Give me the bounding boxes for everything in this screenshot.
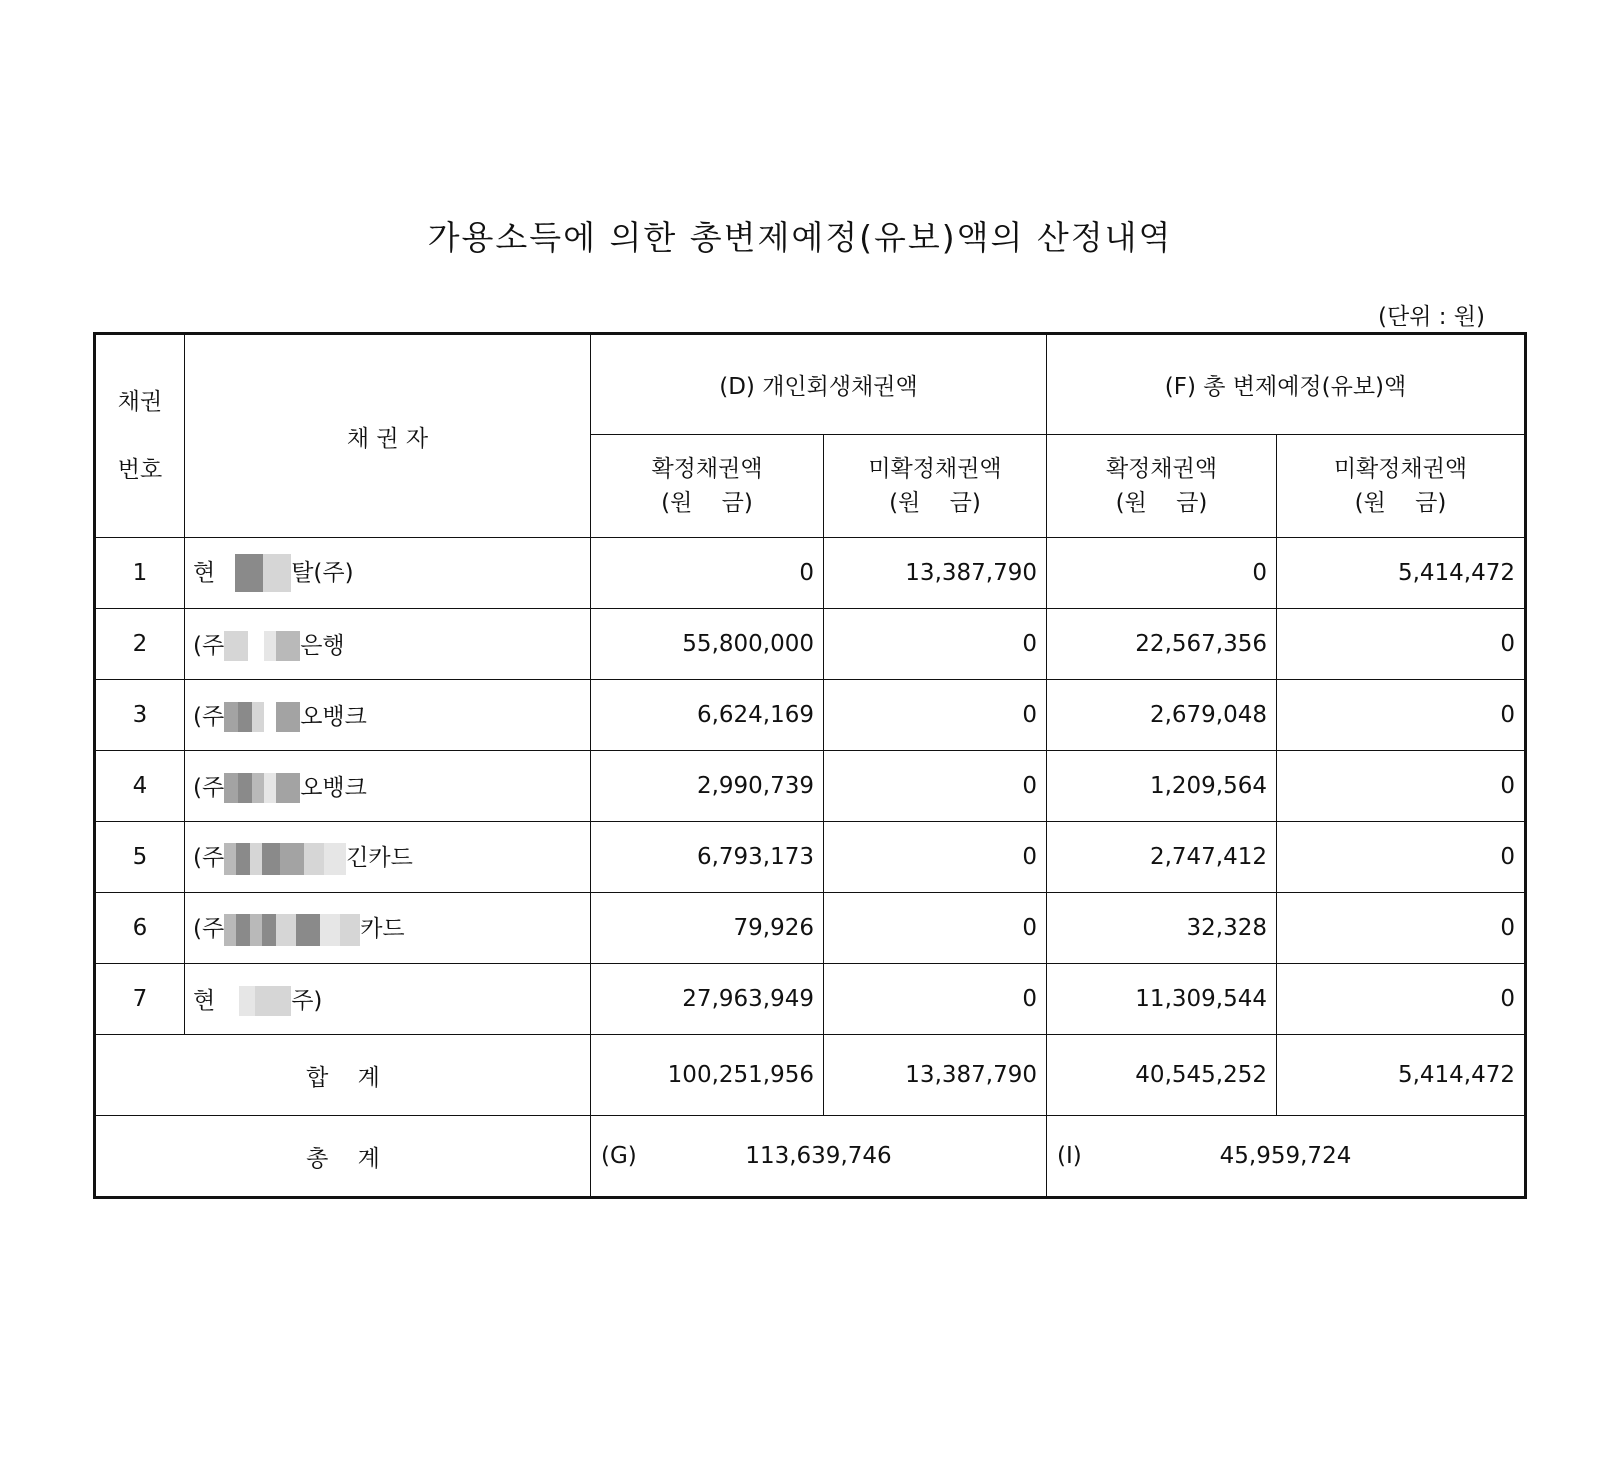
creditor-no: 1 bbox=[95, 538, 185, 609]
creditor-name-suffix: 오뱅크 bbox=[300, 774, 367, 801]
d-confirmed: 79,926 bbox=[591, 893, 824, 964]
redaction-block bbox=[215, 986, 291, 1016]
grand-total-row bbox=[95, 1116, 1526, 1198]
creditor-name-prefix: 현 bbox=[193, 987, 216, 1014]
grand-total-g-value: 113,639,746 bbox=[745, 1143, 892, 1169]
d-confirmed: 6,793,173 bbox=[591, 822, 824, 893]
f-confirmed: 22,567,356 bbox=[1047, 609, 1277, 680]
d-confirmed: 0 bbox=[591, 538, 824, 609]
document-title: 가용소득에 의한 총변제예정(유보)액의 산정내역 bbox=[427, 218, 1173, 257]
creditor-name-prefix: (주 bbox=[193, 845, 225, 872]
creditor-no: 7 bbox=[95, 964, 185, 1035]
grand-total-g-tag: (G) bbox=[601, 1143, 637, 1169]
subtotal-f-unconfirmed: 5,414,472 bbox=[1277, 1035, 1526, 1116]
header-creditor-no-line2: 번호 bbox=[117, 457, 163, 483]
f-unconfirmed: 0 bbox=[1277, 751, 1526, 822]
f-unconfirmed: 0 bbox=[1277, 680, 1526, 751]
f-confirmed: 32,328 bbox=[1047, 893, 1277, 964]
creditor-name bbox=[185, 964, 591, 1035]
f-unconfirmed: 5,414,472 bbox=[1277, 538, 1526, 609]
table-row bbox=[95, 538, 1526, 609]
redaction-block bbox=[224, 631, 300, 661]
header-f-unconfirmed-line1: 미확정채권액 bbox=[1333, 456, 1468, 482]
header-d-unconfirmed-line1: 미확정채권액 bbox=[868, 456, 1002, 482]
d-confirmed: 55,800,000 bbox=[591, 609, 824, 680]
f-confirmed: 0 bbox=[1047, 538, 1277, 609]
d-unconfirmed: 13,387,790 bbox=[824, 538, 1047, 609]
subtotal-d-confirmed: 100,251,956 bbox=[591, 1035, 824, 1116]
creditor-name-suffix: 은행 bbox=[300, 632, 345, 659]
header-f-unconfirmed bbox=[1277, 435, 1526, 538]
header-f-confirmed-line1: 확정채권액 bbox=[1105, 456, 1218, 482]
redaction-block bbox=[224, 914, 360, 946]
redaction-block bbox=[224, 773, 300, 803]
f-unconfirmed: 0 bbox=[1277, 609, 1526, 680]
creditor-name-prefix: (주 bbox=[193, 916, 225, 943]
subtotal-label: 합 계 bbox=[95, 1035, 591, 1116]
header-f-confirmed-line2: (원 금) bbox=[1115, 490, 1208, 516]
creditor-name-suffix: 카드 bbox=[360, 916, 405, 943]
creditor-no: 2 bbox=[95, 609, 185, 680]
f-unconfirmed: 0 bbox=[1277, 893, 1526, 964]
repayment-table bbox=[93, 332, 1527, 1199]
f-unconfirmed: 0 bbox=[1277, 822, 1526, 893]
grand-total-i-value: 45,959,724 bbox=[1219, 1143, 1352, 1169]
creditor-name-prefix: (주 bbox=[193, 632, 225, 659]
redaction-block bbox=[224, 702, 300, 732]
creditor-no: 6 bbox=[95, 893, 185, 964]
grand-total-i-tag: (I) bbox=[1057, 1143, 1082, 1169]
d-confirmed: 2,990,739 bbox=[591, 751, 824, 822]
grand-total-i bbox=[1047, 1116, 1526, 1198]
creditor-name bbox=[185, 751, 591, 822]
creditor-no: 3 bbox=[95, 680, 185, 751]
creditor-name-prefix: (주 bbox=[193, 774, 225, 801]
header-creditor bbox=[185, 334, 591, 538]
header-creditor-no bbox=[95, 334, 185, 538]
d-confirmed: 6,624,169 bbox=[591, 680, 824, 751]
header-d-confirmed bbox=[591, 435, 824, 538]
redaction-block bbox=[215, 554, 291, 592]
creditor-name-suffix: 긴카드 bbox=[346, 845, 413, 872]
table-row bbox=[95, 609, 1526, 680]
creditor-name bbox=[185, 680, 591, 751]
table-row bbox=[95, 751, 1526, 822]
creditor-name bbox=[185, 538, 591, 609]
header-group-f: (F) 총 변제예정(유보)액 bbox=[1047, 334, 1526, 435]
creditor-name-prefix: (주 bbox=[193, 703, 225, 730]
unit-label: (단위 : 원) bbox=[1378, 304, 1485, 330]
table-row bbox=[95, 893, 1526, 964]
creditor-name-suffix: 주) bbox=[291, 987, 323, 1014]
header-f-unconfirmed-line2: (원 금) bbox=[1354, 490, 1447, 516]
table-row bbox=[95, 680, 1526, 751]
f-confirmed: 2,747,412 bbox=[1047, 822, 1277, 893]
creditor-name bbox=[185, 609, 591, 680]
header-d-unconfirmed-line2: (원 금) bbox=[889, 490, 981, 516]
creditor-name bbox=[185, 893, 591, 964]
header-d-confirmed-line1: 확정채권액 bbox=[651, 456, 763, 482]
subtotal-d-unconfirmed: 13,387,790 bbox=[824, 1035, 1047, 1116]
f-unconfirmed: 0 bbox=[1277, 964, 1526, 1035]
header-group-d: (D) 개인회생채권액 bbox=[591, 334, 1047, 435]
f-confirmed: 11,309,544 bbox=[1047, 964, 1277, 1035]
grand-total-label: 총 계 bbox=[95, 1116, 591, 1198]
header-creditor-no-line1: 채권 bbox=[117, 389, 163, 415]
f-confirmed: 2,679,048 bbox=[1047, 680, 1277, 751]
d-unconfirmed: 0 bbox=[824, 822, 1047, 893]
d-unconfirmed: 0 bbox=[824, 964, 1047, 1035]
creditor-name bbox=[185, 822, 591, 893]
creditor-no: 5 bbox=[95, 822, 185, 893]
table-row bbox=[95, 822, 1526, 893]
subtotal-f-confirmed: 40,545,252 bbox=[1047, 1035, 1277, 1116]
d-unconfirmed: 0 bbox=[824, 609, 1047, 680]
d-unconfirmed: 0 bbox=[824, 751, 1047, 822]
header-f-confirmed bbox=[1047, 435, 1277, 538]
d-unconfirmed: 0 bbox=[824, 680, 1047, 751]
f-confirmed: 1,209,564 bbox=[1047, 751, 1277, 822]
creditor-no: 4 bbox=[95, 751, 185, 822]
creditor-name-suffix: 탈(주) bbox=[291, 559, 354, 586]
grand-total-g bbox=[591, 1116, 1047, 1198]
redaction-block bbox=[224, 843, 346, 875]
d-confirmed: 27,963,949 bbox=[591, 964, 824, 1035]
header-creditor-label: 채 권 자 bbox=[346, 425, 429, 452]
header-d-unconfirmed bbox=[824, 435, 1047, 538]
subtotal-row bbox=[95, 1035, 1526, 1116]
header-d-confirmed-line2: (원 금) bbox=[661, 490, 753, 516]
d-unconfirmed: 0 bbox=[824, 893, 1047, 964]
table-row bbox=[95, 964, 1526, 1035]
creditor-name-prefix: 현 bbox=[193, 559, 216, 586]
creditor-name-suffix: 오뱅크 bbox=[300, 703, 367, 730]
